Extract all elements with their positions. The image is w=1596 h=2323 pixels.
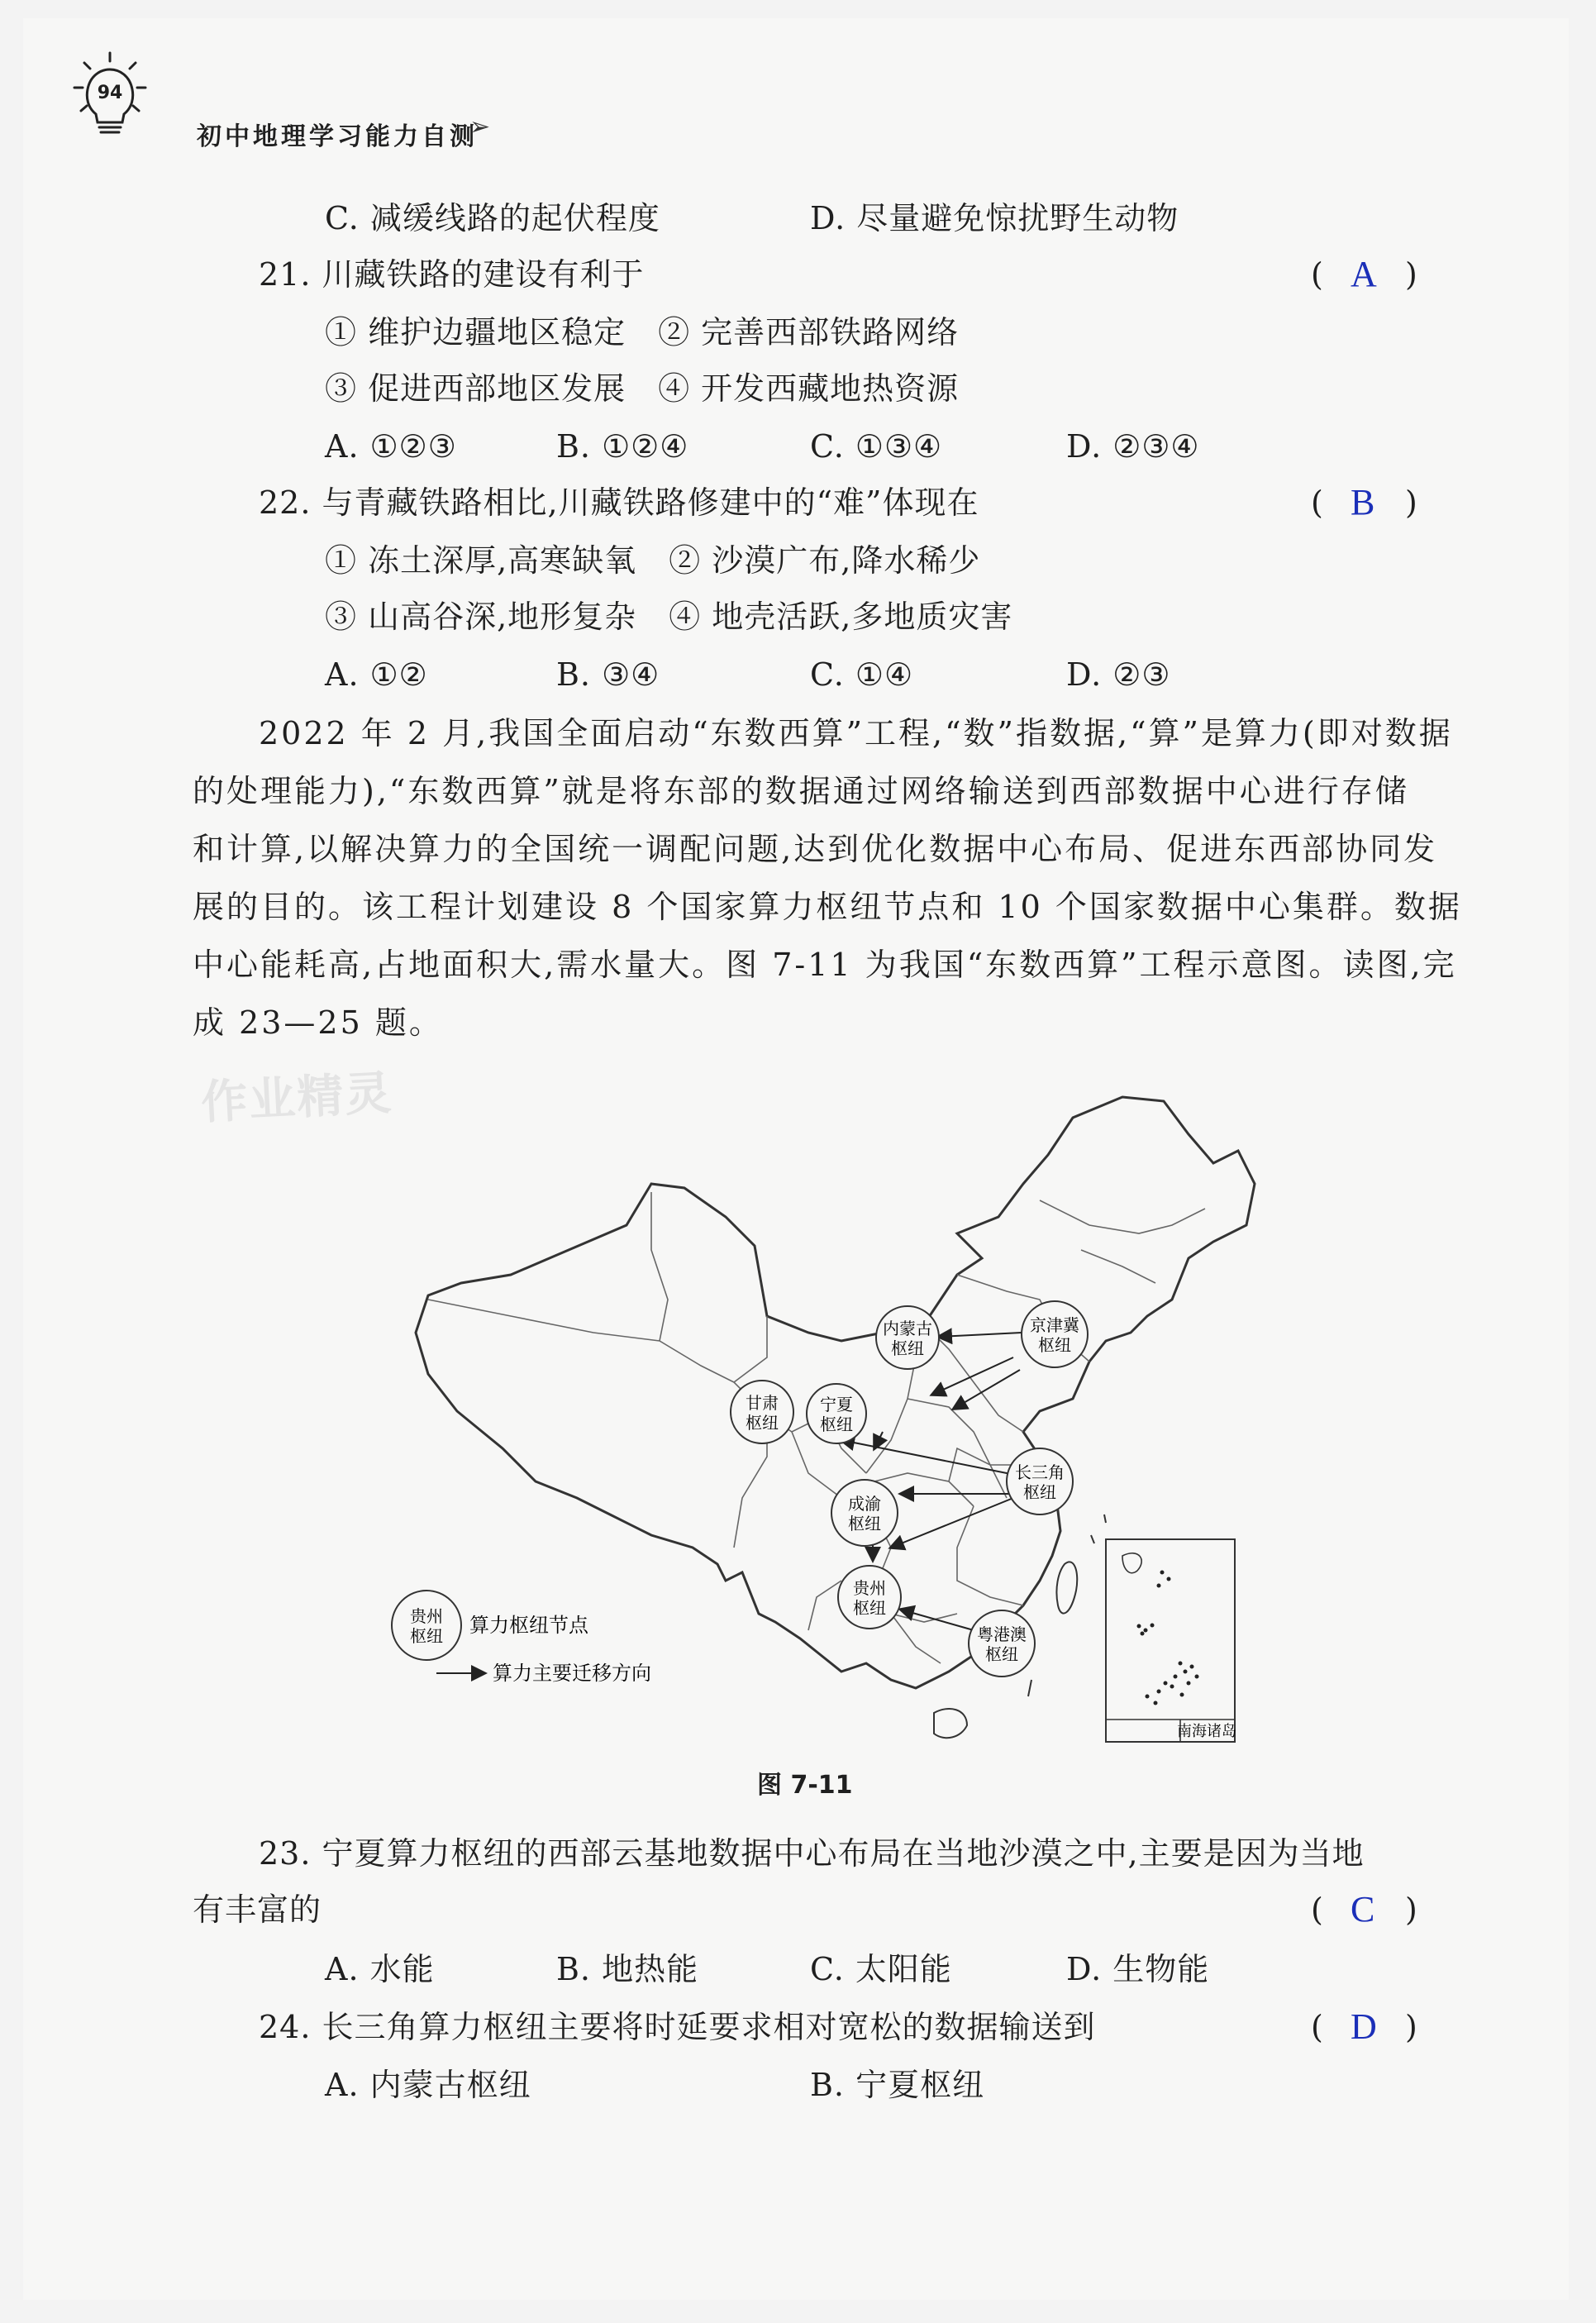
node-label-chengyu: 成渝 (848, 1494, 881, 1514)
figure-caption: 图 7-11 (757, 1771, 853, 1800)
china-map-figure (379, 1085, 1296, 1754)
legend-node-label: 算力枢纽节点 (469, 1614, 588, 1637)
q22-paren-close: ) (1405, 484, 1417, 521)
passage-line-5: 中心能耗高,占地面积大,需水量大。图 7-11 为我国“东数西算”工程示意图。读图,完 (193, 947, 1457, 983)
map-node-neimenggu (876, 1306, 939, 1369)
q23-option-b: B. 地热能 (556, 1951, 699, 1987)
node-label-gansu: 甘肃 (746, 1393, 779, 1413)
q21-option-a: A. ①②③ (325, 428, 457, 465)
map-node-jingjinji (1022, 1301, 1088, 1367)
node-sub-chengyu: 枢纽 (848, 1514, 881, 1534)
q24-answer: D (1351, 2006, 1377, 2047)
q21-option-c: C. ①③④ (810, 428, 943, 465)
q23-answer: C (1351, 1889, 1375, 1929)
q22-stem: 22. 与青藏铁路相比,川藏铁路修建中的“难”体现在 (259, 484, 979, 521)
page-number: 94 (97, 83, 123, 103)
q21-line2: ③ 促进西部地区发展 ④ 开发西藏地热资源 (325, 370, 960, 407)
node-sub-gansu: 枢纽 (746, 1413, 779, 1433)
node-sub-jingjinji: 枢纽 (1038, 1335, 1071, 1355)
q24-stem: 24. 长三角算力枢纽主要将时延要求相对宽松的数据输送到 (259, 2009, 1096, 2045)
map-node-gansu (731, 1381, 793, 1443)
map-node-ningxia (807, 1384, 866, 1443)
q21-option-d: D. ②③④ (1066, 428, 1200, 465)
passage-line-3: 和计算,以解决算力的全国统一调配问题,达到优化数据中心布局、促进东西部协同发 (193, 831, 1438, 867)
passage-line-1: 2022 年 2 月,我国全面启动“东数西算”工程,“数”指数据,“算”是算力(即对数据 (259, 715, 1453, 751)
q22-answer: B (1351, 482, 1375, 522)
map-node-yuegangao (969, 1610, 1035, 1677)
q21-paren-open: ( (1311, 256, 1323, 293)
page-number-badge (73, 50, 147, 141)
q22-option-b: B. ③④ (556, 656, 660, 693)
passage-line-2: 的处理能力),“东数西算”就是将东部的数据通过网络输送到西部数据中心进行存储 (193, 773, 1409, 809)
node-sub-changsanjiao: 枢纽 (1023, 1482, 1056, 1502)
q22-paren-open: ( (1311, 484, 1323, 521)
hainan-island (934, 1709, 967, 1738)
page (23, 18, 1569, 2300)
node-label-guizhou: 贵州 (853, 1578, 886, 1598)
header-title: 初中地理学习能力自测 (197, 122, 478, 151)
q21-stem: 21. 川藏铁路的建设有利于 (259, 256, 645, 293)
legend-node-l2: 枢纽 (410, 1626, 443, 1646)
passage-line-6: 成 23—25 题。 (193, 1004, 443, 1041)
map-node-changsanjiao (1007, 1448, 1073, 1514)
q20-option-d: D. 尽量避免惊扰野生动物 (810, 200, 1179, 236)
node-label-ningxia: 宁夏 (820, 1395, 853, 1414)
q23-option-c: C. 太阳能 (810, 1951, 952, 1987)
q21-option-b: B. ①②④ (556, 428, 689, 465)
node-label-yuegangao: 粤港澳 (977, 1624, 1027, 1644)
q23-paren-close: ) (1405, 1891, 1417, 1928)
passage-line-4: 展的目的。该工程计划建设 8 个国家算力枢纽节点和 10 个国家数据中心集群。数据 (193, 889, 1462, 925)
q22-line2: ③ 山高谷深,地形复杂 ④ 地壳活跃,多地质灾害 (325, 599, 1013, 635)
q22-line1: ① 冻土深厚,高寒缺氧 ② 沙漠广布,降水稀少 (325, 542, 981, 579)
q23-stem-line1: 23. 宁夏算力枢纽的西部云基地数据中心布局在当地沙漠之中,主要是因为当地 (259, 1835, 1365, 1872)
q22-option-a: A. ①② (325, 656, 428, 693)
watermark: 作业精灵 (199, 1066, 394, 1131)
q21-answer: A (1351, 254, 1377, 294)
q23-stem-line2: 有丰富的 (193, 1891, 322, 1928)
q23-paren-open: ( (1311, 1891, 1323, 1928)
q24-option-a: A. 内蒙古枢纽 (325, 2067, 531, 2103)
map-legend (392, 1591, 651, 1685)
node-label-jingjinji: 京津冀 (1030, 1315, 1079, 1335)
q22-option-c: C. ①④ (810, 656, 914, 693)
q24-paren-open: ( (1311, 2009, 1323, 2045)
q21-paren-close: ) (1405, 256, 1417, 293)
node-label-neimenggu: 内蒙古 (883, 1319, 932, 1338)
map-node-guizhou (838, 1566, 901, 1629)
q23-option-a: A. 水能 (325, 1951, 435, 1987)
taiwan-island (1056, 1562, 1077, 1613)
q23-option-d: D. 生物能 (1066, 1951, 1210, 1987)
header-arrow-icon: ➢ (469, 112, 491, 141)
south-china-sea-inset (1106, 1539, 1236, 1742)
legend-node-l1: 贵州 (410, 1606, 443, 1626)
node-sub-yuegangao: 枢纽 (985, 1644, 1018, 1664)
q21-line1: ① 维护边疆地区稳定 ② 完善西部铁路网络 (325, 314, 960, 351)
inset-label: 南海诸岛 (1177, 1723, 1236, 1740)
q22-option-d: D. ②③ (1066, 656, 1171, 693)
node-sub-neimenggu: 枢纽 (891, 1338, 924, 1358)
q20-option-c: C. 减缓线路的起伏程度 (325, 200, 660, 236)
legend-arrow-label: 算力主要迁移方向 (493, 1662, 651, 1685)
map-node-chengyu (831, 1480, 898, 1546)
q24-option-b: B. 宁夏枢纽 (810, 2067, 985, 2103)
node-sub-guizhou: 枢纽 (853, 1598, 886, 1618)
node-label-changsanjiao: 长三角 (1015, 1462, 1065, 1482)
node-sub-ningxia: 枢纽 (820, 1414, 853, 1434)
q24-paren-close: ) (1405, 2009, 1417, 2045)
